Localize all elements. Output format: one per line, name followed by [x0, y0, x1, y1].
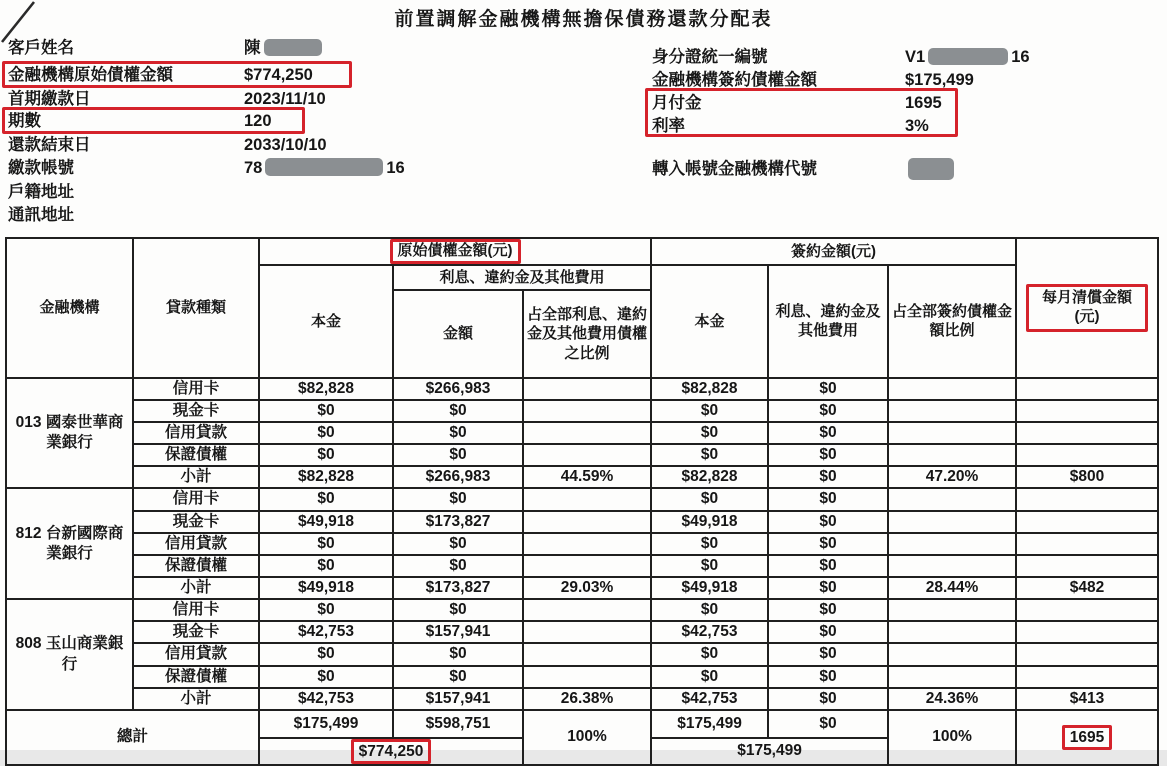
value-cell: $266,983	[393, 466, 523, 488]
field-value: 3%	[905, 117, 929, 135]
value-cell: $0	[768, 488, 888, 510]
value-cell: $0	[259, 555, 393, 577]
loan-row	[6, 533, 1158, 555]
value-cell: 24.36%	[888, 688, 1016, 710]
value-cell: $82,828	[259, 466, 393, 488]
value-cell	[523, 666, 651, 688]
redaction-block	[264, 39, 322, 56]
value-cell: $49,918	[651, 511, 768, 533]
value-cell	[1016, 666, 1158, 688]
value-cell: $157,941	[393, 621, 523, 643]
loan-type-cell: 現金卡	[133, 400, 259, 422]
redaction-block	[908, 158, 954, 180]
col-header-original-group: 原始債權金額(元)	[259, 238, 651, 265]
value-cell: $0	[651, 488, 768, 510]
field-label: 繳款帳號	[8, 159, 74, 177]
value-cell: 28.44%	[888, 577, 1016, 599]
loan-type-cell: 信用貸款	[133, 643, 259, 665]
field-label: 利率	[652, 117, 685, 135]
value-cell	[1016, 444, 1158, 466]
col-header-signed-interest: 利息、違約金及其他費用	[768, 265, 888, 378]
value-cell	[888, 666, 1016, 688]
loan-row	[6, 444, 1158, 466]
value-cell	[523, 643, 651, 665]
col-header-monthly-repayment: 每月清償金額(元)	[1016, 238, 1158, 378]
field-payment-account	[8, 157, 405, 179]
value-cell	[1016, 621, 1158, 643]
value-cell: $0	[259, 400, 393, 422]
field-value: $774,250	[244, 66, 313, 84]
field-periods	[8, 110, 272, 132]
value-cell: $0	[768, 688, 888, 710]
loan-type-cell: 保證債權	[133, 666, 259, 688]
value-cell: $173,827	[393, 577, 523, 599]
value-cell: $0	[768, 643, 888, 665]
value-cell	[888, 422, 1016, 444]
loan-row	[6, 378, 1158, 400]
col-header-interest-group: 利息、違約金及其他費用	[393, 265, 651, 290]
document-title: 前置調解金融機構無擔保債務還款分配表	[394, 9, 773, 30]
field-label: 月付金	[652, 94, 702, 112]
value-cell: $0	[768, 444, 888, 466]
value-cell: $0	[768, 466, 888, 488]
value-cell	[523, 422, 651, 444]
value-cell: $82,828	[259, 378, 393, 400]
value-cell: $157,941	[393, 688, 523, 710]
field-label: 金融機構原始債權金額	[8, 66, 173, 84]
subtotal-row	[6, 688, 1158, 710]
value-cell: $413	[1016, 688, 1158, 710]
value-cell	[523, 400, 651, 422]
value-cell: $0	[651, 599, 768, 621]
value-cell	[888, 488, 1016, 510]
value-cell: $0	[259, 444, 393, 466]
bank-name-cell: 812 台新國際商業銀行	[6, 488, 133, 599]
total-row	[6, 710, 1158, 738]
loan-type-cell: 信用卡	[133, 488, 259, 510]
value-cell	[523, 444, 651, 466]
field-transfer-bank-code	[652, 158, 957, 180]
field-label: 首期繳款日	[8, 90, 91, 108]
value-cell: $0	[393, 555, 523, 577]
value-cell: $0	[393, 444, 523, 466]
loan-type-cell: 小計	[133, 688, 259, 710]
value-cell: $0	[768, 621, 888, 643]
value-cell: $0	[393, 643, 523, 665]
value-cell: $42,753	[651, 621, 768, 643]
value-cell: $0	[651, 643, 768, 665]
field-value: 陳	[244, 39, 261, 57]
value-cell	[1016, 533, 1158, 555]
loan-type-cell: 保證債權	[133, 444, 259, 466]
value-cell	[523, 533, 651, 555]
bank-name-cell: 808 玉山商業銀行	[6, 599, 133, 710]
loan-type-cell: 信用貸款	[133, 533, 259, 555]
total-signed-interest: $0	[768, 710, 888, 738]
value-cell: $42,753	[259, 621, 393, 643]
value-cell	[888, 378, 1016, 400]
value-cell: $0	[768, 400, 888, 422]
value-cell: $42,753	[651, 688, 768, 710]
total-signed-principal: $175,499	[651, 710, 768, 738]
field-customer-name	[8, 37, 325, 59]
value-cell	[1016, 599, 1158, 621]
col-header-amount: 金額	[393, 290, 523, 378]
value-cell: $800	[1016, 466, 1158, 488]
value-cell: $0	[393, 533, 523, 555]
value-cell	[888, 533, 1016, 555]
field-label: 金融機構簽約債權金額	[652, 71, 817, 89]
field-id-number	[652, 46, 1030, 68]
loan-row	[6, 666, 1158, 688]
value-cell: $0	[768, 533, 888, 555]
total-signed-ratio: 100%	[888, 710, 1016, 765]
field-label: 通訊地址	[8, 206, 74, 224]
value-cell: $49,918	[651, 577, 768, 599]
value-cell: $0	[393, 599, 523, 621]
value-cell	[888, 555, 1016, 577]
value-cell: $0	[651, 555, 768, 577]
loan-type-cell: 現金卡	[133, 511, 259, 533]
value-cell: $0	[651, 422, 768, 444]
value-cell: $49,918	[259, 511, 393, 533]
loan-type-cell: 小計	[133, 466, 259, 488]
value-cell	[1016, 378, 1158, 400]
field-label: 還款結束日	[8, 136, 91, 154]
value-cell	[523, 488, 651, 510]
value-cell: $0	[768, 577, 888, 599]
field-interest-rate	[652, 115, 929, 137]
value-cell: $0	[259, 422, 393, 444]
value-cell	[523, 511, 651, 533]
field-registered-address	[8, 181, 244, 203]
value-cell: $0	[393, 422, 523, 444]
loan-type-cell: 現金卡	[133, 621, 259, 643]
value-cell: $82,828	[651, 378, 768, 400]
value-cell: $0	[393, 488, 523, 510]
value-cell	[523, 621, 651, 643]
value-cell: $0	[651, 444, 768, 466]
value-cell: $0	[768, 422, 888, 444]
total-orig-sum: $774,250	[259, 738, 523, 765]
total-label-cell: 總計	[6, 710, 259, 765]
loan-row	[6, 422, 1158, 444]
field-signed-debt	[652, 69, 974, 91]
value-cell: $0	[768, 666, 888, 688]
value-cell	[1016, 400, 1158, 422]
value-cell	[523, 555, 651, 577]
value-cell: $0	[259, 599, 393, 621]
col-header-principal: 本金	[259, 265, 393, 378]
total-orig-ratio: 100%	[523, 710, 651, 765]
field-label: 身分證統一編號	[652, 48, 768, 66]
loan-row	[6, 599, 1158, 621]
loan-type-cell: 小計	[133, 577, 259, 599]
redaction-block	[265, 158, 383, 176]
loan-row	[6, 488, 1158, 510]
field-value: V1 16	[905, 48, 1030, 66]
field-original-debt	[8, 64, 313, 86]
subtotal-row	[6, 577, 1158, 599]
value-cell	[888, 444, 1016, 466]
value-cell: $0	[768, 511, 888, 533]
col-header-institution: 金融機構	[6, 238, 133, 378]
total-orig-principal: $175,499	[259, 710, 393, 738]
value-cell: $266,983	[393, 378, 523, 400]
value-cell: $0	[259, 643, 393, 665]
field-value: $175,499	[905, 71, 974, 89]
value-cell: 29.03%	[523, 577, 651, 599]
loan-row	[6, 400, 1158, 422]
field-value: 1695	[905, 94, 942, 112]
value-cell	[888, 599, 1016, 621]
value-cell	[1016, 488, 1158, 510]
value-cell: $0	[259, 533, 393, 555]
total-monthly-repayment: 1695	[1016, 710, 1158, 765]
field-repayment-end-date	[8, 134, 327, 156]
value-cell: $0	[768, 555, 888, 577]
loan-row	[6, 621, 1158, 643]
value-cell	[1016, 511, 1158, 533]
value-cell: $42,753	[259, 688, 393, 710]
field-label: 戶籍地址	[8, 183, 74, 201]
loan-row	[6, 555, 1158, 577]
value-cell	[888, 511, 1016, 533]
total-signed-sum: $175,499	[651, 738, 888, 765]
subtotal-row	[6, 466, 1158, 488]
bank-name-cell: 013 國泰世華商業銀行	[6, 378, 133, 489]
loan-type-cell: 保證債權	[133, 555, 259, 577]
value-cell	[888, 643, 1016, 665]
col-header-signed-principal: 本金	[651, 265, 768, 378]
field-value: 2033/10/10	[244, 136, 327, 154]
col-header-signed-ratio: 占全部簽約債權金額比例	[888, 265, 1016, 378]
total-orig-interest: $598,751	[393, 710, 523, 738]
field-value: 2023/11/10	[244, 90, 326, 108]
value-cell: $0	[768, 378, 888, 400]
loan-row	[6, 643, 1158, 665]
value-cell	[523, 378, 651, 400]
field-first-payment-date	[8, 88, 326, 110]
repayment-allocation-table	[5, 237, 1159, 766]
field-label: 轉入帳號金融機構代號	[652, 160, 817, 178]
value-cell	[1016, 555, 1158, 577]
field-value: 78 16	[244, 159, 405, 177]
value-cell: $0	[393, 666, 523, 688]
value-cell: $173,827	[393, 511, 523, 533]
loan-row	[6, 511, 1158, 533]
value-cell: $0	[259, 488, 393, 510]
value-cell: $0	[259, 666, 393, 688]
field-mailing-address	[8, 204, 244, 226]
value-cell	[1016, 422, 1158, 444]
value-cell: $82,828	[651, 466, 768, 488]
value-cell: $482	[1016, 577, 1158, 599]
value-cell: 44.59%	[523, 466, 651, 488]
value-cell: $0	[768, 599, 888, 621]
col-header-original-ratio: 占全部利息、違約金及其他費用債權之比例	[523, 290, 651, 378]
value-cell: $0	[651, 666, 768, 688]
redaction-block	[928, 48, 1008, 65]
loan-type-cell: 信用卡	[133, 378, 259, 400]
col-header-loan-type: 貸款種類	[133, 238, 259, 378]
loan-type-cell: 信用貸款	[133, 422, 259, 444]
value-cell	[888, 621, 1016, 643]
field-label: 期數	[8, 112, 41, 130]
field-value: 120	[244, 112, 272, 130]
field-label: 客戶姓名	[8, 39, 74, 57]
value-cell	[1016, 643, 1158, 665]
value-cell	[523, 599, 651, 621]
field-monthly-payment	[652, 92, 942, 114]
value-cell: $49,918	[259, 577, 393, 599]
col-header-signed-group: 簽約金額(元)	[651, 238, 1016, 265]
loan-type-cell: 信用卡	[133, 599, 259, 621]
value-cell: $0	[651, 533, 768, 555]
value-cell: $0	[393, 400, 523, 422]
value-cell	[888, 400, 1016, 422]
value-cell: 47.20%	[888, 466, 1016, 488]
value-cell: 26.38%	[523, 688, 651, 710]
value-cell: $0	[651, 400, 768, 422]
